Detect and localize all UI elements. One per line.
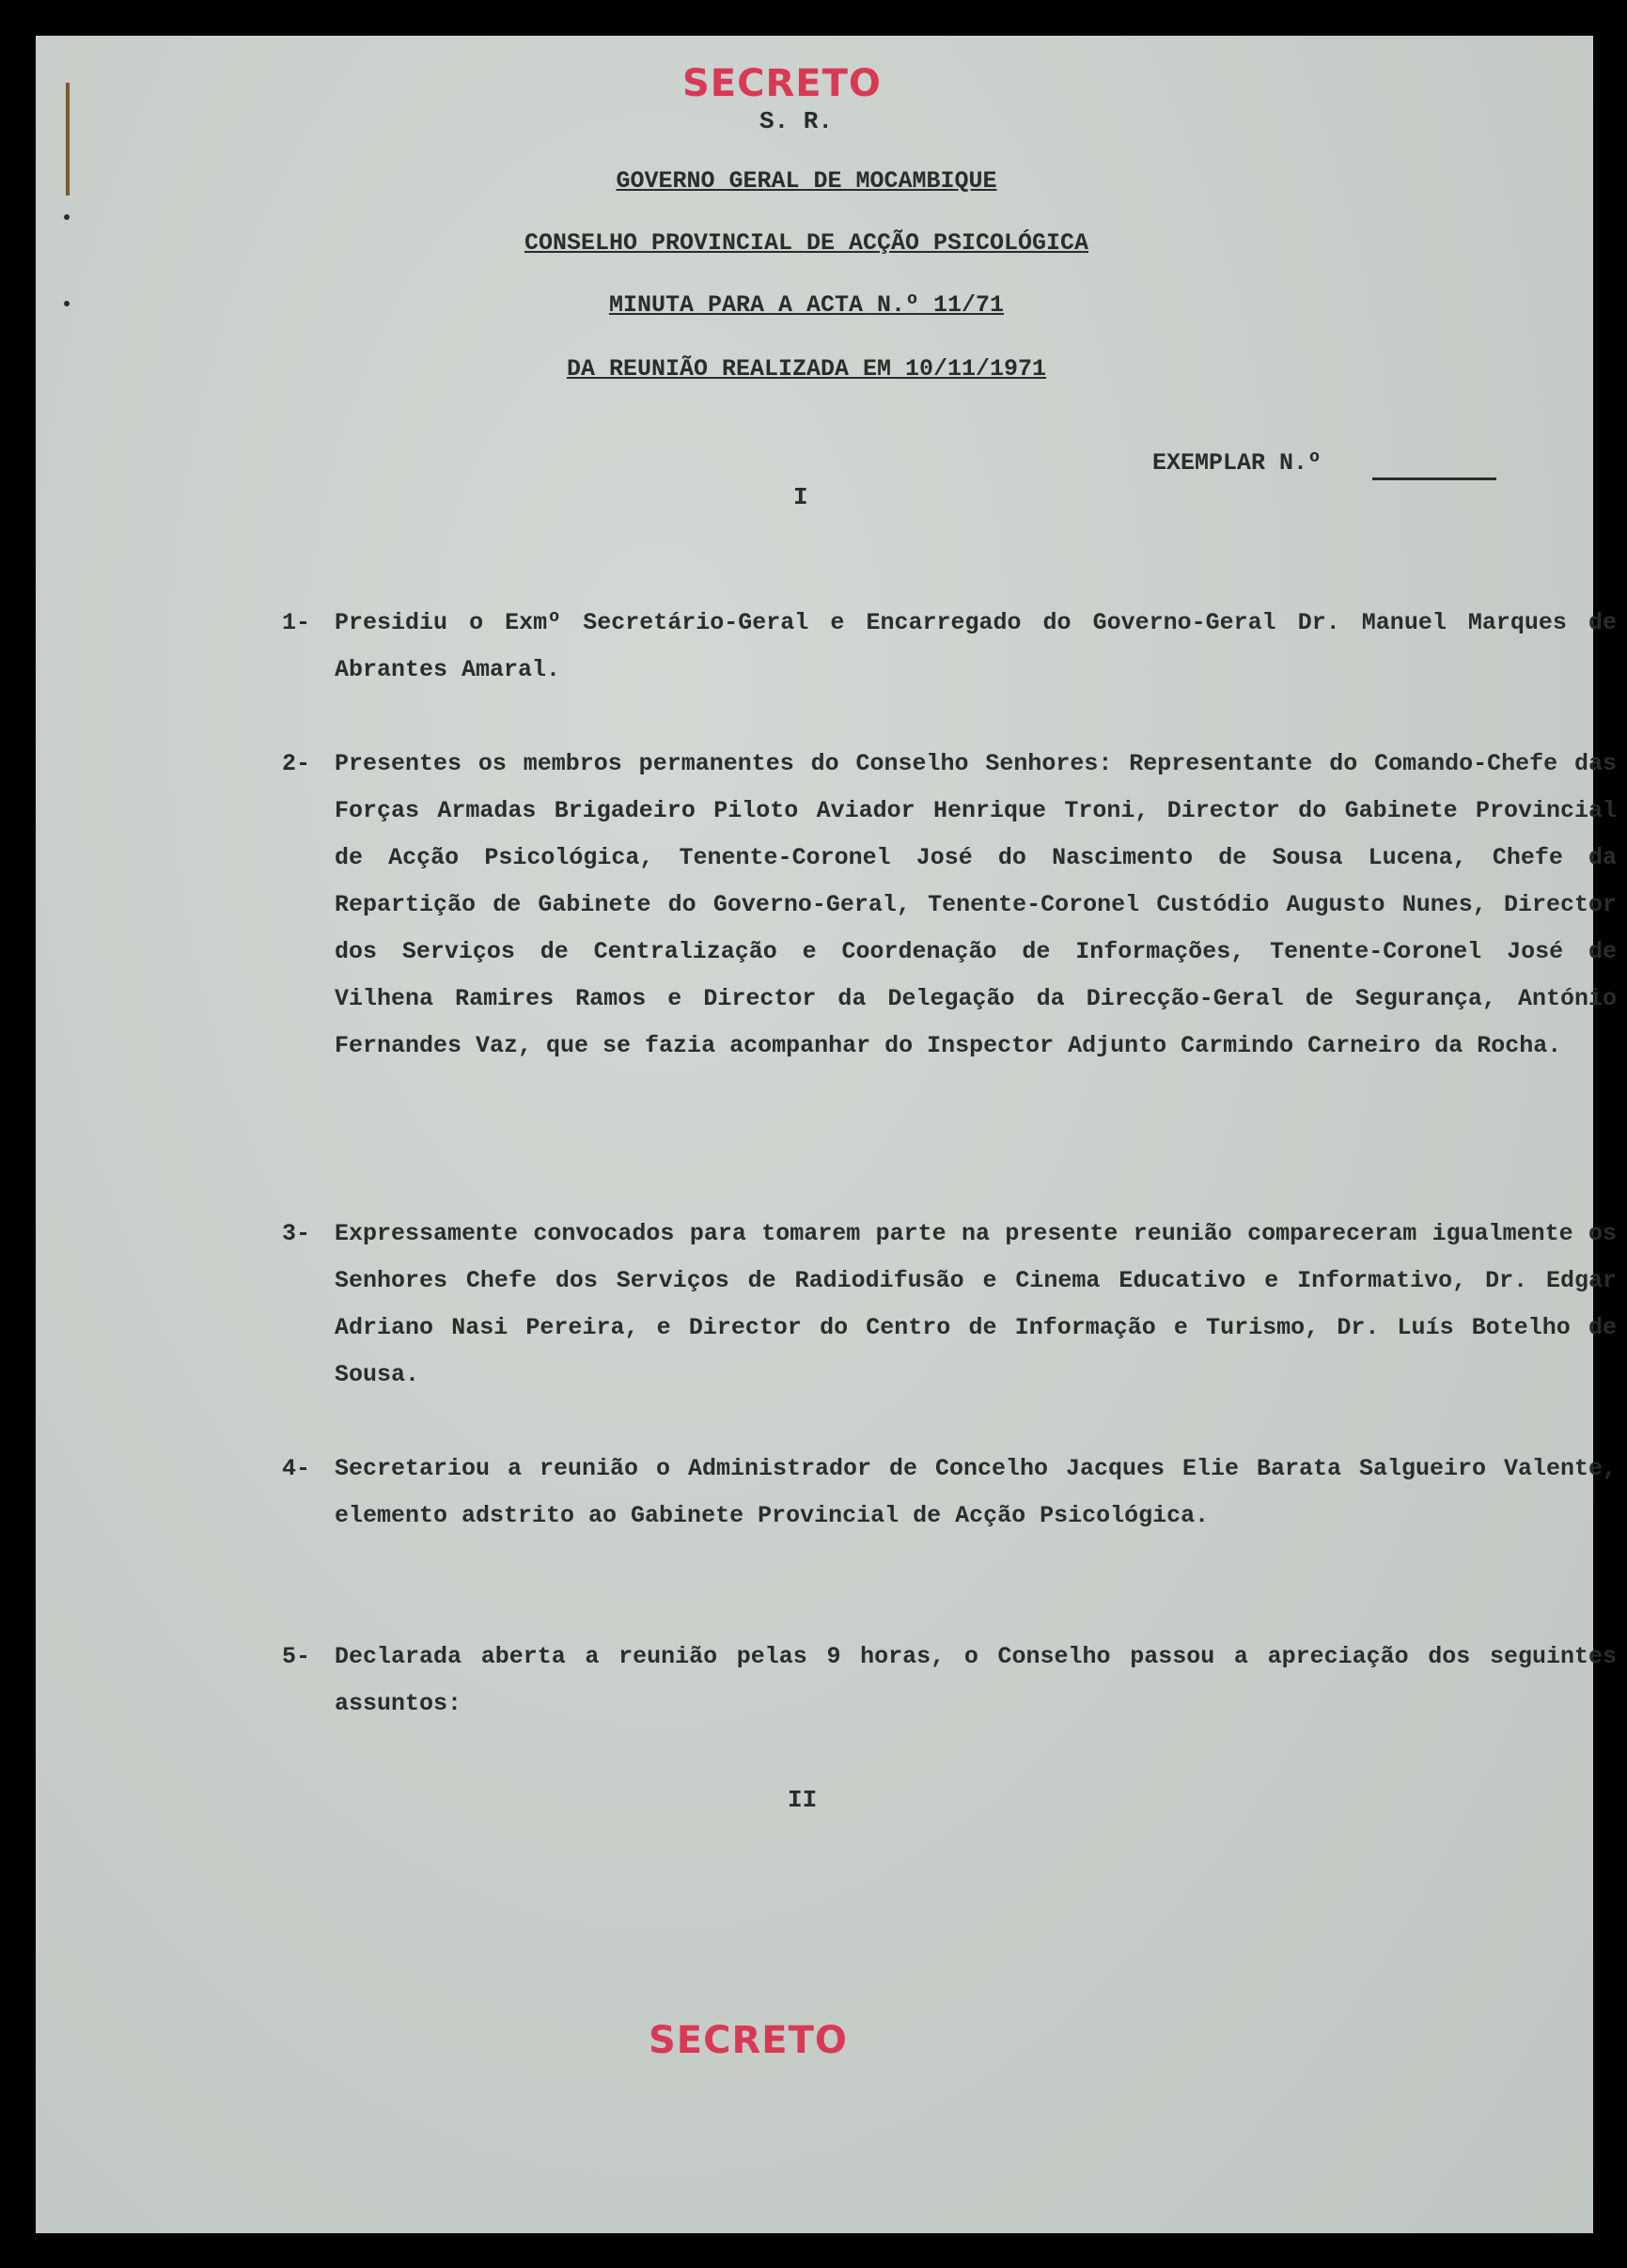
heading-council: CONSELHO PROVINCIAL DE ACÇÃO PSICOLÓGICA [524,229,1089,257]
item-number: 3- [282,1220,311,1247]
item-text: Declarada aberta a reunião pelas 9 horas, o Conselho passou a apreciação dos seguintes assuntos: [335,1643,1617,1717]
heading-meeting-date: DA REUNIÃO REALIZADA EM 10/11/1971 [566,355,1047,383]
list-item [282,1211,1617,1399]
heading-minute: MINUTA PARA A ACTA N.º 11/71 [608,291,1005,319]
punch-hole [64,214,70,220]
header-code: S. R. [759,107,834,135]
exemplar-label: EXEMPLAR N.º [1152,449,1322,477]
list-item [282,1634,1617,1728]
list-item [282,741,1617,1070]
item-text: Presidiu o Exmº Secretário-Geral e Encarregado do Governo-Geral Dr. Manuel Marques de Abrantes Amaral. [335,609,1617,683]
heading-government: GOVERNO GERAL DE MOCAMBIQUE [616,167,997,195]
list-item [282,600,1617,694]
item-text: Secretariou a reunião o Administrador de Concelho Jacques Elie Barata Salgueiro Valente, elemento adstrito ao Gabinete Provincial de Acção Psicológica. [335,1455,1617,1529]
list-item [282,1446,1617,1540]
secret-stamp-top: SECRETO [682,62,882,105]
exemplar-blank-line [1372,477,1496,480]
document-page [36,36,1617,2233]
item-text: Presentes os membros permanentes do Conselho Senhores: Representante do Comando-Chefe das Forças Armadas Brigadeiro Piloto Aviador Henrique Troni, Director do Gabinete Provincial de Acção Psicológica, Tenente-Coronel José do Nascimento de Sousa Lucena, Chefe da Repartição de Gabinete do Governo-Geral, Tenente-Coronel Custódio Augusto Nunes, Director dos Serviços de Centralização e Coordenação de Informações, Tenente-Coronel José de Vilhena Ramires Ramos e Director da Delegação da Direcção-Geral de Segurança, António Fernandes Vaz, que se fazia acompanhar do Inspector Adjunto Carmindo Carneiro da Rocha. [335,750,1617,1059]
item-number: 4- [282,1455,311,1482]
item-number: 2- [282,750,311,777]
secret-stamp-bottom: SECRETO [649,2019,848,2062]
item-number: 5- [282,1643,311,1670]
section-number-2: II [788,1786,818,1814]
item-text: Expressamente convocados para tomarem parte na presente reunião compareceram igualmente os Senhores Chefe dos Serviços de Radiodifusão e Cinema Educativo e Informativo, Dr. Edgar Adriano Nasi Pereira, e Director do Centro de Informação e Turismo, Dr. Luís Botelho de Sousa. [335,1220,1617,1388]
item-number: 1- [282,609,311,636]
section-number-1: I [793,483,808,511]
